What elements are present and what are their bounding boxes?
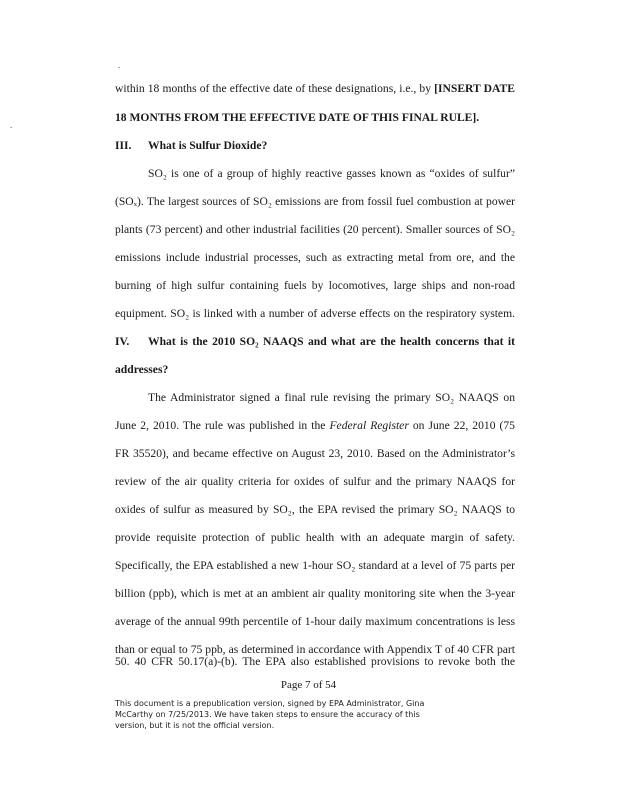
section-number: IV. <box>115 335 130 348</box>
text-line: equipment. SO₂ is linked with a number of adverse effects on the respiratory system. <box>115 307 515 320</box>
text-line: plants (73 percent) and other industrial facilities (20 percent). Smaller sources of SO₂ <box>115 223 515 236</box>
text-line: average of the annual 99th percentile of 1-hour daily maximum concentrations is less <box>115 615 515 628</box>
text-line: than or equal to 75 ppb, as determined in accordance with Appendix T of 40 CFR part <box>115 643 515 656</box>
text-line: 50. 40 CFR 50.17(a)-(b). The EPA also established provisions to revoke both the <box>115 655 515 668</box>
text-line: June 2, 2010. The rule was published in the Federal Register on June 22, 2010 (75 <box>115 419 515 432</box>
text-line: oxides of sulfur as measured by SO₂, the EPA revised the primary SO₂ NAAQS to <box>115 503 515 516</box>
section-title-continued: addresses? <box>115 363 169 376</box>
text-line: SO₂ is one of a group of highly reactive gasses known as “oxides of sulfur” <box>148 167 515 180</box>
section-title: What is Sulfur Dioxide? <box>148 139 268 152</box>
text-line: Specifically, the EPA established a new 1-hour SO₂ standard at a level of 75 parts per <box>115 559 515 572</box>
page-number: Page 7 of 54 <box>280 679 337 691</box>
section-heading-4 <box>115 335 515 349</box>
text-line: 18 MONTHS FROM THE EFFECTIVE DATE OF THIS FINAL RULE]. <box>115 111 480 124</box>
margin-mark: . <box>10 120 13 130</box>
text-line: FR 35520), and became effective on August 23, 2010. Based on the Administrator’s <box>115 447 515 460</box>
text-line: provide requisite protection of public health with an adequate margin of safety. <box>115 531 515 544</box>
text-line: The Administrator signed a final rule revising the primary SO₂ NAAQS on <box>148 391 515 404</box>
prepublication-disclaimer: This document is a prepublication version, signed by EPA Administrator, Gina McCarthy on 7/25/2013. We have taken steps to ensure the accuracy of this version, but it is not the official version. <box>115 699 425 730</box>
section-number: III. <box>115 139 132 152</box>
text-line: (SOₓ). The largest sources of SO₂ emissions are from fossil fuel combustion at power <box>115 195 515 208</box>
text-line: burning of high sulfur containing fuels by locomotives, large ships and non-road <box>115 279 515 292</box>
text-line: billion (ppb), which is met at an ambient air quality monitoring site when the 3-year <box>115 587 515 600</box>
text-line: review of the air quality criteria for oxides of sulfur and the primary NAAQS for <box>115 475 515 488</box>
text-line: emissions include industrial processes, such as extracting metal from ore, and the <box>115 251 515 264</box>
text-line: within 18 months of the effective date of these designations, i.e., by [INSERT DATE <box>115 82 515 95</box>
section-title: What is the 2010 SO₂ NAAQS and what are the health concerns that it <box>148 335 515 348</box>
section-heading-3 <box>115 139 515 153</box>
margin-mark: . <box>118 60 121 70</box>
insert-date-placeholder: [INSERT DATE <box>434 82 515 95</box>
publication-name: Federal Register <box>329 419 409 432</box>
